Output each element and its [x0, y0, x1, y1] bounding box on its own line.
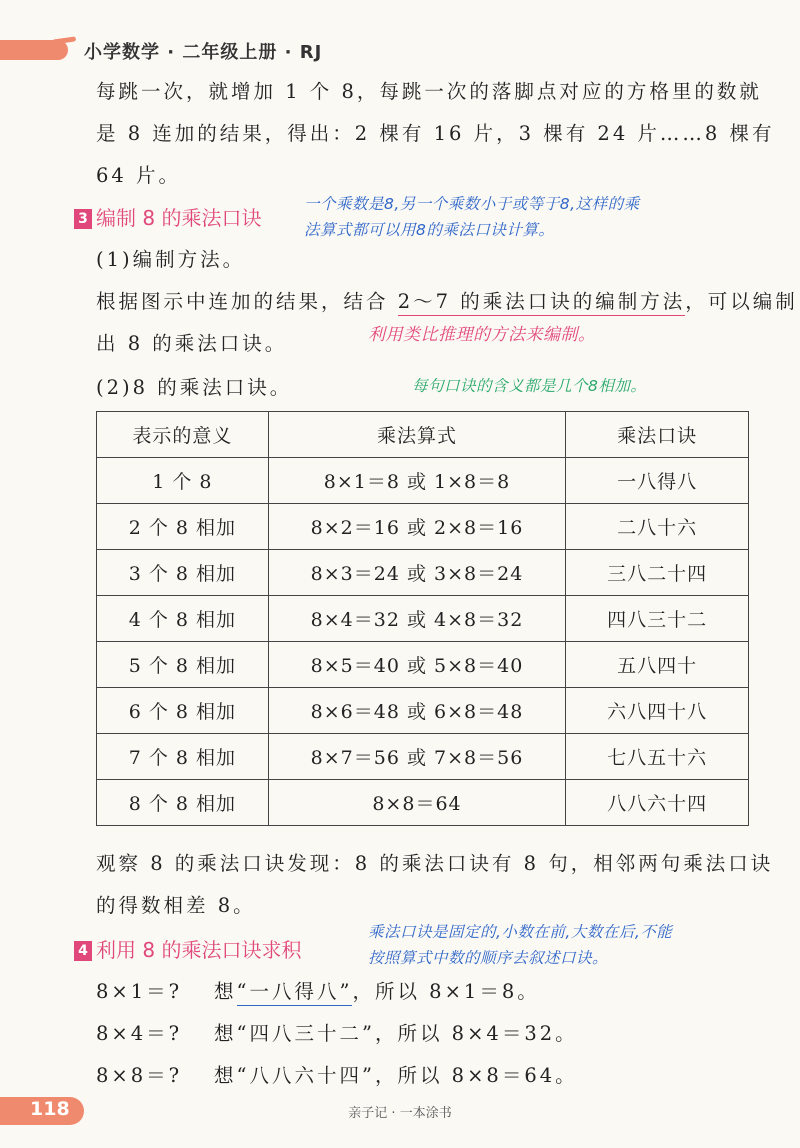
section-4-note-line-1: 乘法口诀是固定的,小数在前,大数在后,不能 [368, 923, 673, 941]
method-heading: (1)编制方法。 [96, 248, 246, 271]
table-cell-formula: 8×1＝8 或 1×8＝8 [268, 458, 566, 504]
section-4-number: 4 [74, 941, 92, 961]
example-answer: ，所以 8×1＝8。 [352, 980, 540, 1003]
intro-line-2: 是 8 连加的结果，得出：2 棵有 16 片，3 棵有 24 片……8 棵有 [96, 122, 775, 145]
example-row [96, 1018, 578, 1046]
example-rhyme: “八八六十四” [236, 1064, 375, 1087]
method-text-line-2: 出 8 的乘法口诀。 [96, 332, 288, 355]
table-row [97, 780, 749, 826]
table-row [97, 688, 749, 734]
table-cell-rhyme: 二八十六 [566, 504, 749, 550]
table-cell-formula: 8×7＝56 或 7×8＝56 [268, 734, 566, 780]
section-4-heading [74, 934, 301, 963]
observation-line-1: 观察 8 的乘法口诀发现：8 的乘法口诀有 8 句，相邻两句乘法口诀 [96, 852, 774, 875]
table-cell-formula: 8×2＝16 或 2×8＝16 [268, 504, 566, 550]
section-3-note-line-2: 法算式都可以用8的乘法口诀计算。 [304, 221, 555, 239]
example-question: 8×8＝? [96, 1064, 183, 1087]
table-cell-rhyme: 一八得八 [566, 458, 749, 504]
table-cell-rhyme: 八八六十四 [566, 780, 749, 826]
example-row [96, 976, 540, 1004]
example-answer: ，所以 8×4＝32。 [374, 1022, 578, 1045]
table-cell-meaning: 4 个 8 相加 [97, 596, 269, 642]
table-header-formula: 乘法算式 [268, 412, 566, 458]
method-text-a: 根据图示中连加的结果，结合 [96, 290, 398, 313]
table-row [97, 458, 749, 504]
table-cell-meaning: 1 个 8 [97, 458, 269, 504]
table-cell-formula: 8×6＝48 或 6×8＝48 [268, 688, 566, 734]
section-3-heading [74, 202, 261, 231]
example-think: 想 [214, 980, 237, 1003]
table-cell-meaning: 7 个 8 相加 [97, 734, 269, 780]
method-note: 利用类比推理的方法来编制。 [368, 325, 596, 345]
table-cell-meaning: 5 个 8 相加 [97, 642, 269, 688]
table-row [97, 504, 749, 550]
multiplication-table [96, 411, 749, 826]
table-row [97, 734, 749, 780]
book-title: 小学数学 · 二年级上册 · RJ [84, 42, 323, 63]
table-cell-formula: 8×5＝40 或 5×8＝40 [268, 642, 566, 688]
example-row [96, 1060, 578, 1088]
footer-brand: 亲子记 · 一本涂书 [348, 1106, 452, 1121]
method-text-c: ，可以编制 [685, 290, 798, 313]
table-note: 每句口诀的含义都是几个8相加。 [412, 377, 647, 395]
section-4-title: 利用 8 的乘法口诀求积 [96, 938, 302, 962]
example-rhyme: “四八三十二” [236, 1022, 375, 1045]
table-cell-meaning: 6 个 8 相加 [97, 688, 269, 734]
example-think: 想 [214, 1064, 237, 1087]
table-row [97, 596, 749, 642]
example-rhyme: “一八得八” [237, 980, 353, 1006]
table-header-meaning: 表示的意义 [97, 412, 269, 458]
example-think: 想 [214, 1022, 237, 1045]
observation-line-2: 的得数相差 8。 [96, 894, 256, 917]
section-3-title: 编制 8 的乘法口诀 [96, 206, 262, 230]
table-cell-meaning: 8 个 8 相加 [97, 780, 269, 826]
method-text-line-1 [96, 286, 798, 314]
intro-line-3: 64 片。 [96, 164, 182, 187]
table-cell-formula: 8×8＝64 [268, 780, 566, 826]
example-question: 8×4＝? [96, 1022, 183, 1045]
table-cell-meaning: 3 个 8 相加 [97, 550, 269, 596]
table-row [97, 642, 749, 688]
intro-line-1: 每跳一次，就增加 1 个 8，每跳一次的落脚点对应的方格里的数就 [96, 80, 762, 103]
section-4-note-line-2: 按照算式中数的顺序去叙述口诀。 [368, 949, 609, 967]
example-answer: ，所以 8×8＝64。 [374, 1064, 578, 1087]
table-cell-formula: 8×3＝24 或 3×8＝24 [268, 550, 566, 596]
table-cell-rhyme: 四八三十二 [566, 596, 749, 642]
table-cell-rhyme: 六八四十八 [566, 688, 749, 734]
table-cell-meaning: 2 个 8 相加 [97, 504, 269, 550]
table-cell-rhyme: 三八二十四 [566, 550, 749, 596]
table-cell-rhyme: 七八五十六 [566, 734, 749, 780]
method-text-underlined: 2～7 的乘法口诀的编制方法 [398, 290, 686, 316]
table-row [97, 550, 749, 596]
table-header-rhyme: 乘法口诀 [566, 412, 749, 458]
example-question: 8×1＝? [96, 980, 183, 1003]
table-cell-formula: 8×4＝32 或 4×8＝32 [268, 596, 566, 642]
table-heading: (2)8 的乘法口诀。 [96, 376, 293, 399]
table-cell-rhyme: 五八四十 [566, 642, 749, 688]
table-header-row [97, 412, 749, 458]
page-number: 118 [30, 1098, 70, 1120]
section-3-note-line-1: 一个乘数是8,另一个乘数小于或等于8,这样的乘 [304, 195, 640, 213]
section-3-number: 3 [74, 209, 92, 229]
